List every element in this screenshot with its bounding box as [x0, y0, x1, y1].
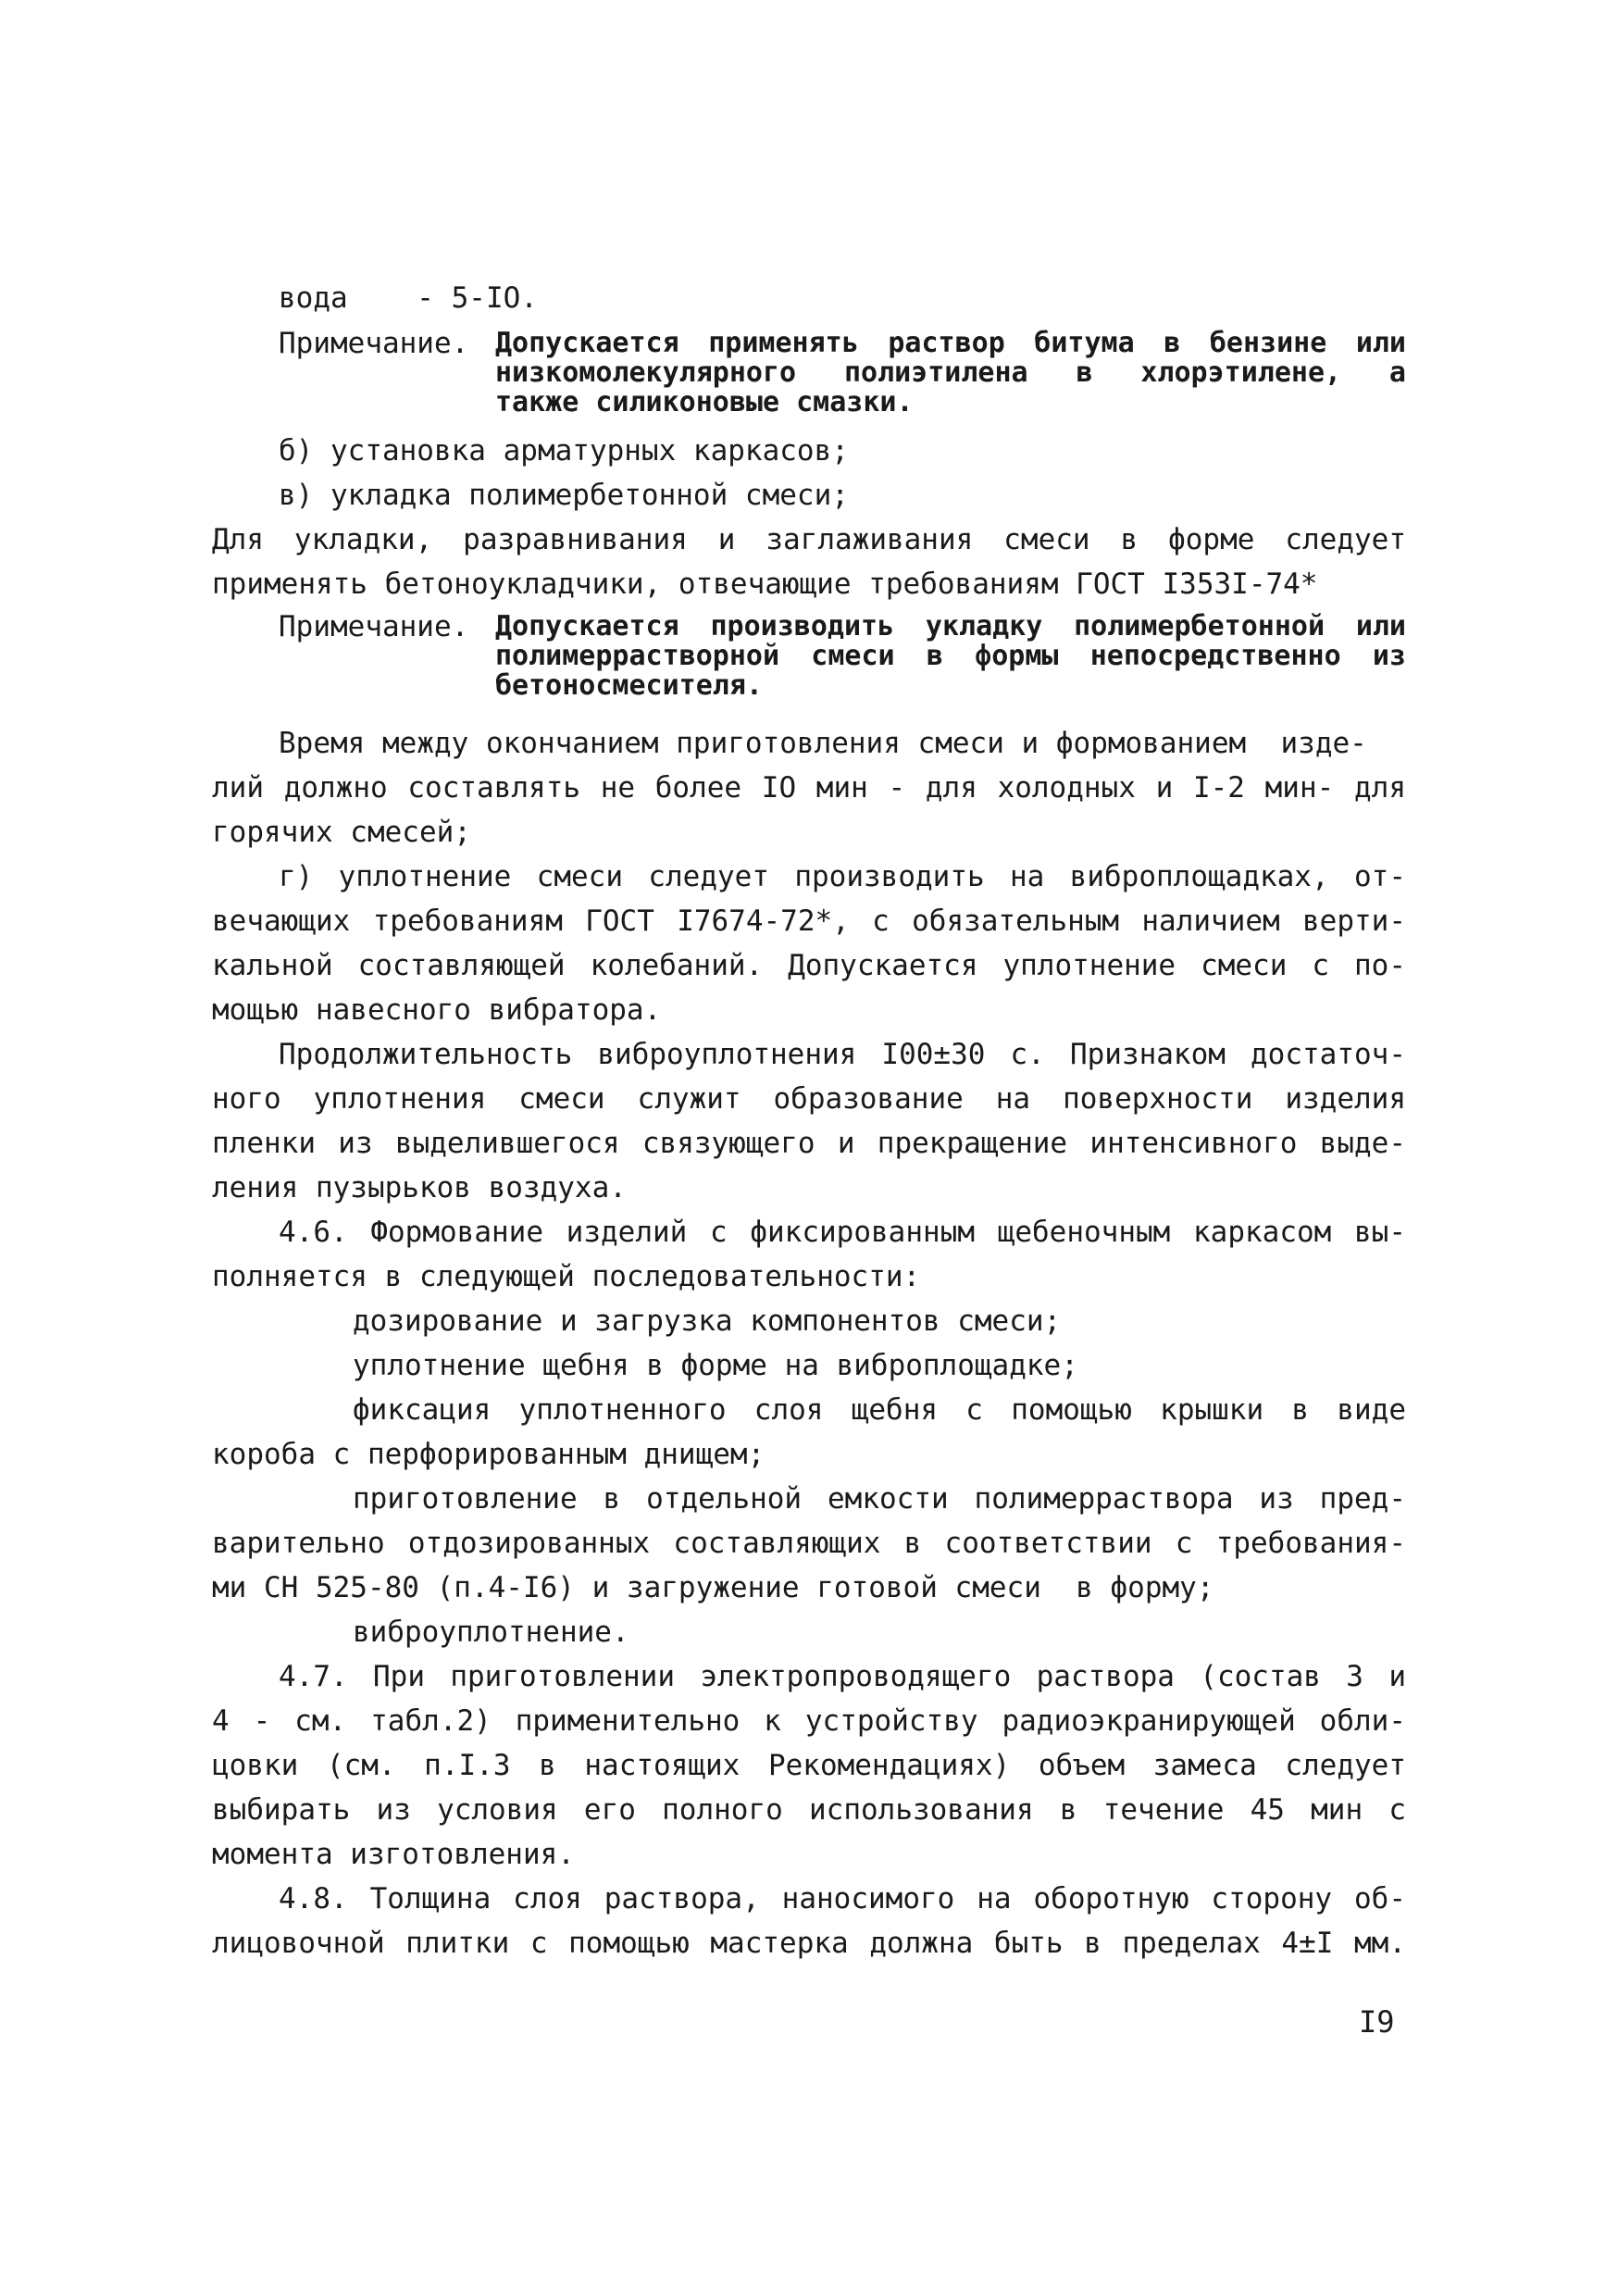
list-item: дозирование и загрузка компонентов смеси; [353, 1304, 1062, 1338]
text-line: полняется в следующей последовательности: [212, 1260, 921, 1293]
note-line: также силиконовые смазки. [495, 386, 914, 418]
text-line: Время между окончанием приготовления смеси и формованием изде- [279, 727, 1367, 760]
text-line: 4 - см. табл.2) применительно к устройству радиоэкранирующей обли- [212, 1704, 1406, 1738]
text-line: выбирать из условия его полного использования в течение 45 мин с [212, 1793, 1406, 1827]
text-line: ми СН 525-80 (п.4-I6) и загружение готовой смеси в форму; [212, 1571, 1214, 1604]
text-line: Продолжительность виброуплотнения I00±30 с. Признаком достаточ- [279, 1038, 1406, 1071]
note-label: Примечание. [279, 327, 469, 360]
note-line: бетоносмесителя. [495, 669, 763, 702]
text-line: вода - 5-IO. [279, 281, 538, 315]
note-line: Допускается применять раствор битума в бензине или [495, 327, 1406, 359]
text-line: горячих смесей; [212, 816, 471, 849]
text-line: пленки из выделившегося связующего и прекращение интенсивного выде- [212, 1127, 1406, 1160]
list-item: виброуплотнение. [353, 1616, 629, 1649]
text-line: в) укладка полимербетонной смеси; [279, 479, 849, 512]
text-line: 4.6. Формование изделий с фиксированным щебеночным каркасом вы- [279, 1216, 1406, 1249]
text-line: ного уплотнения смеси служит образование на поверхности изделия [212, 1082, 1406, 1116]
list-item: приготовление в отдельной емкости полимерраствора из пред- [353, 1482, 1406, 1516]
list-item: фиксация уплотненного слоя щебня с помощью крышки в виде [353, 1393, 1406, 1427]
note-line: Допускается производить укладку полимербетонной или [495, 610, 1406, 643]
text-line: 4.8. Толщина слоя раствора, наносимого на оборотную сторону об- [279, 1882, 1406, 1915]
text-line: 4.7. При приготовлении электропроводящего раствора (состав 3 и [279, 1660, 1406, 1693]
note-line: полимеррастворной смеси в формы непосредственно из [495, 640, 1406, 672]
text-line: Для укладки, разравнивания и заглаживания смеси в форме следует [212, 523, 1406, 556]
text-line: кальной составляющей колебаний. Допускается уплотнение смеси с по- [212, 949, 1406, 982]
page-number: I9 [1359, 2004, 1395, 2040]
text-line: г) уплотнение смеси следует производить на виброплощадках, от- [279, 860, 1406, 893]
note-line: низкомолекулярного полиэтилена в хлорэтилене, а [495, 356, 1406, 389]
text-line: мощью навесного вибратора. [212, 993, 662, 1027]
text-line: короба с перфорированным днищем; [212, 1438, 765, 1471]
text-line: лий должно составлять не более IO мин - для холодных и I-2 мин- для [212, 771, 1406, 805]
text-line: цовки (см. п.I.3 в настоящих Рекомендациях) объем замеса следует [212, 1749, 1406, 1782]
text-line: варительно отдозированных составляющих в соответствии с требования- [212, 1527, 1406, 1560]
text-line: ления пузырьков воздуха. [212, 1171, 627, 1204]
text-line: момента изготовления. [212, 1838, 575, 1871]
text-line: вечающих требованиям ГОСТ I7674-72*, с обязательным наличием верти- [212, 905, 1406, 938]
list-item: уплотнение щебня в форме на виброплощадке; [353, 1349, 1078, 1382]
text-line: б) установка арматурных каркасов; [279, 434, 849, 468]
text-line: применять бетоноукладчики, отвечающие требованиям ГОСТ I353I-74* [212, 568, 1318, 601]
note-label: Примечание. [279, 610, 469, 643]
text-line: лицовочной плитки с помощью мастерка должна быть в пределах 4±I мм. [212, 1927, 1406, 1960]
